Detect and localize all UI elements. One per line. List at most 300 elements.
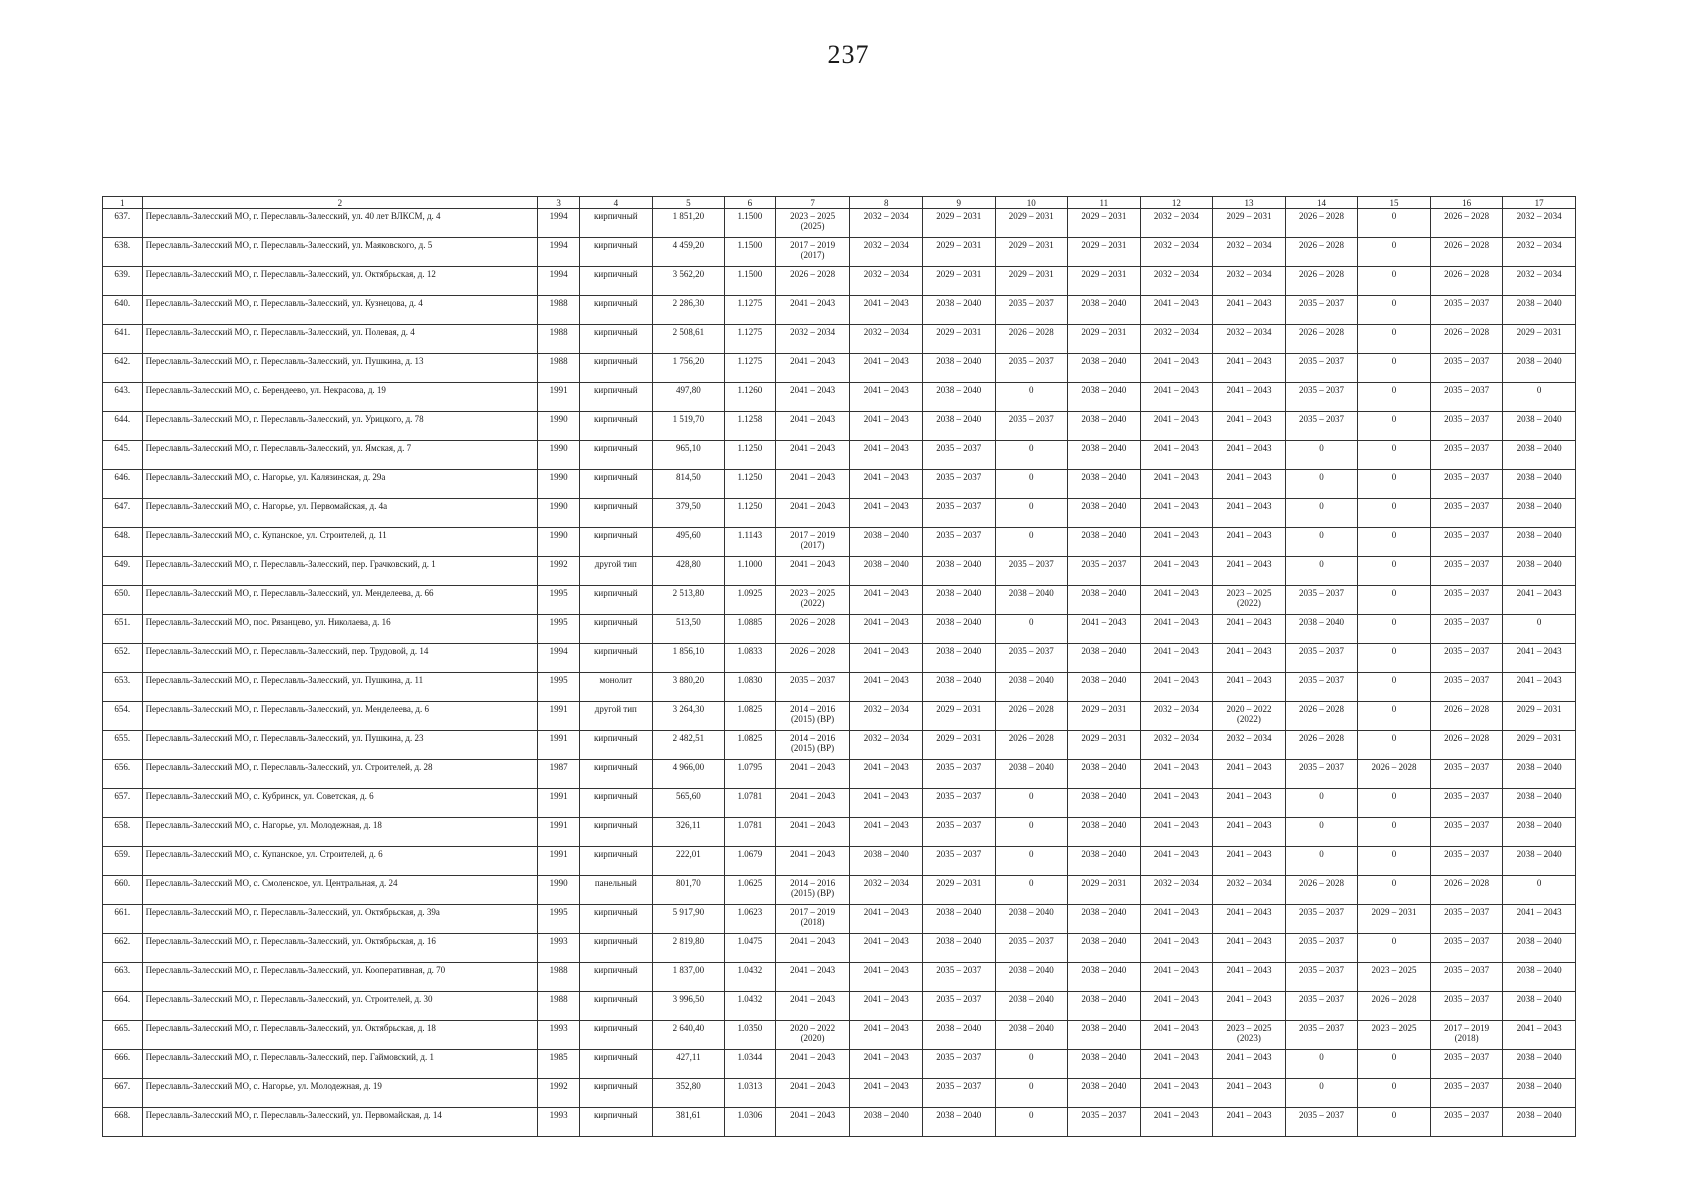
period-col-9-cell: 2035 – 2037 bbox=[922, 470, 995, 499]
period-col-7-cell: 2041 – 2043 bbox=[775, 1108, 850, 1137]
period-col-11-cell: 2041 – 2043 bbox=[1068, 615, 1141, 644]
area-cell: 497,80 bbox=[652, 383, 725, 412]
period-col-12-cell: 2041 – 2043 bbox=[1140, 1079, 1213, 1108]
period-col-8-cell: 2041 – 2043 bbox=[850, 354, 923, 383]
period-col-11-cell: 2038 – 2040 bbox=[1068, 296, 1141, 325]
period-col-15-cell: 0 bbox=[1358, 499, 1431, 528]
period-col-10-cell: 2038 – 2040 bbox=[995, 760, 1068, 789]
period-col-13-cell: 2041 – 2043 bbox=[1213, 528, 1286, 557]
period-col-7-cell: 2032 – 2034 bbox=[775, 325, 850, 354]
period-col-17-cell: 2041 – 2043 bbox=[1503, 586, 1576, 615]
column-number-cell: 11 bbox=[1068, 197, 1141, 209]
period-col-9-cell: 2035 – 2037 bbox=[922, 1050, 995, 1079]
period-col-17-cell: 2038 – 2040 bbox=[1503, 847, 1576, 876]
period-col-16-cell: 2035 – 2037 bbox=[1430, 963, 1503, 992]
period-col-12-cell: 2032 – 2034 bbox=[1140, 267, 1213, 296]
period-col-14-cell: 2026 – 2028 bbox=[1285, 876, 1358, 905]
period-col-16-cell: 2026 – 2028 bbox=[1430, 731, 1503, 760]
housing-register-table bbox=[102, 196, 1576, 1137]
wall-material-cell: кирпичный bbox=[580, 1079, 653, 1108]
period-col-10-cell: 2035 – 2037 bbox=[995, 557, 1068, 586]
period-col-13-cell: 2041 – 2043 bbox=[1213, 1050, 1286, 1079]
wall-material-cell: кирпичный bbox=[580, 528, 653, 557]
period-col-16-cell: 2026 – 2028 bbox=[1430, 325, 1503, 354]
coefficient-cell: 1.1500 bbox=[725, 238, 776, 267]
table-row bbox=[103, 1079, 1576, 1108]
period-col-10-cell: 0 bbox=[995, 441, 1068, 470]
period-col-16-cell: 2035 – 2037 bbox=[1430, 499, 1503, 528]
year-built-cell: 1988 bbox=[538, 325, 580, 354]
period-col-17-cell: 2041 – 2043 bbox=[1503, 905, 1576, 934]
period-col-14-cell: 2035 – 2037 bbox=[1285, 1108, 1358, 1137]
year-built-cell: 1988 bbox=[538, 992, 580, 1021]
coefficient-cell: 1.0885 bbox=[725, 615, 776, 644]
address-cell: Переславль-Залесский МО, г. Переславль-Залесский, пер. Грачковский, д. 1 bbox=[142, 557, 538, 586]
period-col-14-cell: 2026 – 2028 bbox=[1285, 267, 1358, 296]
period-col-11-cell: 2038 – 2040 bbox=[1068, 383, 1141, 412]
column-number-cell: 12 bbox=[1140, 197, 1213, 209]
period-col-11-cell: 2038 – 2040 bbox=[1068, 354, 1141, 383]
year-built-cell: 1987 bbox=[538, 760, 580, 789]
period-col-17-cell: 2038 – 2040 bbox=[1503, 963, 1576, 992]
period-col-16-cell: 2026 – 2028 bbox=[1430, 209, 1503, 238]
period-col-12-cell: 2041 – 2043 bbox=[1140, 789, 1213, 818]
address-cell: Переславль-Залесский МО, пос. Рязанцево, ул. Николаева, д. 16 bbox=[142, 615, 538, 644]
row-number-cell: 653. bbox=[103, 673, 143, 702]
period-col-10-cell: 2029 – 2031 bbox=[995, 209, 1068, 238]
row-number-cell: 668. bbox=[103, 1108, 143, 1137]
year-built-cell: 1988 bbox=[538, 354, 580, 383]
period-col-10-cell: 0 bbox=[995, 1050, 1068, 1079]
address-cell: Переславль-Залесский МО, г. Переславль-Залесский, ул. Октябрьская, д. 12 bbox=[142, 267, 538, 296]
area-cell: 814,50 bbox=[652, 470, 725, 499]
period-col-17-cell: 2038 – 2040 bbox=[1503, 1108, 1576, 1137]
period-col-12-cell: 2041 – 2043 bbox=[1140, 673, 1213, 702]
year-built-cell: 1991 bbox=[538, 702, 580, 731]
period-col-13-cell: 2041 – 2043 bbox=[1213, 818, 1286, 847]
period-col-15-cell: 0 bbox=[1358, 702, 1431, 731]
area-cell: 4 459,20 bbox=[652, 238, 725, 267]
period-col-14-cell: 2035 – 2037 bbox=[1285, 963, 1358, 992]
period-col-10-cell: 2029 – 2031 bbox=[995, 238, 1068, 267]
period-col-11-cell: 2029 – 2031 bbox=[1068, 209, 1141, 238]
period-col-7-cell: 2041 – 2043 bbox=[775, 296, 850, 325]
period-col-7-cell: 2041 – 2043 bbox=[775, 354, 850, 383]
period-col-7-cell: 2035 – 2037 bbox=[775, 673, 850, 702]
year-built-cell: 1990 bbox=[538, 470, 580, 499]
period-col-13-cell: 2041 – 2043 bbox=[1213, 934, 1286, 963]
year-built-cell: 1992 bbox=[538, 557, 580, 586]
period-col-8-cell: 2038 – 2040 bbox=[850, 528, 923, 557]
period-col-7-cell: 2023 – 2025 (2025) bbox=[775, 209, 850, 238]
period-col-11-cell: 2038 – 2040 bbox=[1068, 644, 1141, 673]
column-number-cell: 10 bbox=[995, 197, 1068, 209]
period-col-7-cell: 2017 – 2019 (2017) bbox=[775, 528, 850, 557]
period-col-12-cell: 2041 – 2043 bbox=[1140, 441, 1213, 470]
year-built-cell: 1994 bbox=[538, 238, 580, 267]
table-row bbox=[103, 644, 1576, 673]
row-number-cell: 665. bbox=[103, 1021, 143, 1050]
period-col-13-cell: 2041 – 2043 bbox=[1213, 673, 1286, 702]
period-col-11-cell: 2029 – 2031 bbox=[1068, 267, 1141, 296]
period-col-7-cell: 2041 – 2043 bbox=[775, 934, 850, 963]
period-col-8-cell: 2032 – 2034 bbox=[850, 238, 923, 267]
year-built-cell: 1995 bbox=[538, 673, 580, 702]
address-cell: Переславль-Залесский МО, с. Нагорье, ул. Первомайская, д. 4а bbox=[142, 499, 538, 528]
column-number-cell: 8 bbox=[850, 197, 923, 209]
period-col-7-cell: 2041 – 2043 bbox=[775, 789, 850, 818]
period-col-17-cell: 2038 – 2040 bbox=[1503, 499, 1576, 528]
period-col-9-cell: 2038 – 2040 bbox=[922, 383, 995, 412]
table-row bbox=[103, 702, 1576, 731]
coefficient-cell: 1.0781 bbox=[725, 818, 776, 847]
period-col-15-cell: 0 bbox=[1358, 876, 1431, 905]
period-col-7-cell: 2041 – 2043 bbox=[775, 1079, 850, 1108]
period-col-10-cell: 2038 – 2040 bbox=[995, 992, 1068, 1021]
wall-material-cell: кирпичный bbox=[580, 238, 653, 267]
address-cell: Переславль-Залесский МО, с. Нагорье, ул. Молодежная, д. 19 bbox=[142, 1079, 538, 1108]
period-col-8-cell: 2041 – 2043 bbox=[850, 644, 923, 673]
address-cell: Переславль-Залесский МО, г. Переславль-Залесский, ул. Первомайская, д. 14 bbox=[142, 1108, 538, 1137]
period-col-10-cell: 0 bbox=[995, 499, 1068, 528]
period-col-12-cell: 2041 – 2043 bbox=[1140, 847, 1213, 876]
period-col-8-cell: 2041 – 2043 bbox=[850, 615, 923, 644]
period-col-10-cell: 0 bbox=[995, 818, 1068, 847]
row-number-cell: 663. bbox=[103, 963, 143, 992]
column-number-cell: 13 bbox=[1213, 197, 1286, 209]
wall-material-cell: другой тип bbox=[580, 557, 653, 586]
period-col-12-cell: 2032 – 2034 bbox=[1140, 702, 1213, 731]
period-col-12-cell: 2041 – 2043 bbox=[1140, 296, 1213, 325]
period-col-11-cell: 2038 – 2040 bbox=[1068, 441, 1141, 470]
period-col-16-cell: 2035 – 2037 bbox=[1430, 354, 1503, 383]
period-col-10-cell: 2038 – 2040 bbox=[995, 586, 1068, 615]
period-col-15-cell: 0 bbox=[1358, 847, 1431, 876]
period-col-13-cell: 2041 – 2043 bbox=[1213, 499, 1286, 528]
coefficient-cell: 1.1500 bbox=[725, 209, 776, 238]
table-row bbox=[103, 992, 1576, 1021]
area-cell: 3 996,50 bbox=[652, 992, 725, 1021]
period-col-12-cell: 2041 – 2043 bbox=[1140, 470, 1213, 499]
year-built-cell: 1992 bbox=[538, 1079, 580, 1108]
period-col-16-cell: 2026 – 2028 bbox=[1430, 238, 1503, 267]
period-col-14-cell: 2035 – 2037 bbox=[1285, 992, 1358, 1021]
column-number-cell: 5 bbox=[652, 197, 725, 209]
row-number-cell: 658. bbox=[103, 818, 143, 847]
period-col-11-cell: 2035 – 2037 bbox=[1068, 557, 1141, 586]
period-col-16-cell: 2035 – 2037 bbox=[1430, 470, 1503, 499]
period-col-10-cell: 2026 – 2028 bbox=[995, 325, 1068, 354]
area-cell: 2 482,51 bbox=[652, 731, 725, 760]
period-col-9-cell: 2029 – 2031 bbox=[922, 238, 995, 267]
period-col-15-cell: 0 bbox=[1358, 441, 1431, 470]
period-col-8-cell: 2041 – 2043 bbox=[850, 470, 923, 499]
period-col-13-cell: 2041 – 2043 bbox=[1213, 296, 1286, 325]
area-cell: 1 519,70 bbox=[652, 412, 725, 441]
wall-material-cell: кирпичный bbox=[580, 847, 653, 876]
period-col-13-cell: 2041 – 2043 bbox=[1213, 992, 1286, 1021]
period-col-14-cell: 2035 – 2037 bbox=[1285, 296, 1358, 325]
address-cell: Переславль-Залесский МО, г. Переславль-Залесский, ул. Октябрьская, д. 16 bbox=[142, 934, 538, 963]
period-col-9-cell: 2038 – 2040 bbox=[922, 934, 995, 963]
period-col-13-cell: 2041 – 2043 bbox=[1213, 1108, 1286, 1137]
period-col-11-cell: 2038 – 2040 bbox=[1068, 1021, 1141, 1050]
row-number-cell: 649. bbox=[103, 557, 143, 586]
wall-material-cell: кирпичный bbox=[580, 1050, 653, 1079]
period-col-15-cell: 0 bbox=[1358, 383, 1431, 412]
column-number-cell: 6 bbox=[725, 197, 776, 209]
period-col-16-cell: 2026 – 2028 bbox=[1430, 267, 1503, 296]
period-col-11-cell: 2038 – 2040 bbox=[1068, 760, 1141, 789]
period-col-16-cell: 2035 – 2037 bbox=[1430, 905, 1503, 934]
period-col-15-cell: 0 bbox=[1358, 934, 1431, 963]
period-col-13-cell: 2020 – 2022 (2022) bbox=[1213, 702, 1286, 731]
period-col-11-cell: 2038 – 2040 bbox=[1068, 412, 1141, 441]
year-built-cell: 1991 bbox=[538, 847, 580, 876]
address-cell: Переславль-Залесский МО, г. Переславль-Залесский, ул. Октябрьская, д. 18 bbox=[142, 1021, 538, 1050]
row-number-cell: 656. bbox=[103, 760, 143, 789]
period-col-17-cell: 2038 – 2040 bbox=[1503, 760, 1576, 789]
period-col-7-cell: 2026 – 2028 bbox=[775, 615, 850, 644]
coefficient-cell: 1.1275 bbox=[725, 296, 776, 325]
period-col-12-cell: 2032 – 2034 bbox=[1140, 238, 1213, 267]
period-col-11-cell: 2029 – 2031 bbox=[1068, 238, 1141, 267]
table-row bbox=[103, 789, 1576, 818]
period-col-11-cell: 2038 – 2040 bbox=[1068, 470, 1141, 499]
address-cell: Переславль-Залесский МО, с. Нагорье, ул. Молодежная, д. 18 bbox=[142, 818, 538, 847]
wall-material-cell: кирпичный bbox=[580, 209, 653, 238]
period-col-14-cell: 2026 – 2028 bbox=[1285, 238, 1358, 267]
coefficient-cell: 1.0625 bbox=[725, 876, 776, 905]
period-col-12-cell: 2032 – 2034 bbox=[1140, 325, 1213, 354]
period-col-9-cell: 2035 – 2037 bbox=[922, 818, 995, 847]
period-col-10-cell: 2029 – 2031 bbox=[995, 267, 1068, 296]
period-col-9-cell: 2035 – 2037 bbox=[922, 963, 995, 992]
table-row bbox=[103, 470, 1576, 499]
address-cell: Переславль-Залесский МО, с. Смоленское, ул. Центральная, д. 24 bbox=[142, 876, 538, 905]
year-built-cell: 1994 bbox=[538, 209, 580, 238]
period-col-14-cell: 2026 – 2028 bbox=[1285, 325, 1358, 354]
period-col-17-cell: 2038 – 2040 bbox=[1503, 296, 1576, 325]
period-col-9-cell: 2029 – 2031 bbox=[922, 876, 995, 905]
period-col-16-cell: 2026 – 2028 bbox=[1430, 876, 1503, 905]
period-col-15-cell: 0 bbox=[1358, 615, 1431, 644]
period-col-13-cell: 2032 – 2034 bbox=[1213, 876, 1286, 905]
period-col-10-cell: 0 bbox=[995, 528, 1068, 557]
row-number-cell: 638. bbox=[103, 238, 143, 267]
address-cell: Переславль-Залесский МО, г. Переславль-Залесский, ул. Менделеева, д. 66 bbox=[142, 586, 538, 615]
wall-material-cell: кирпичный bbox=[580, 789, 653, 818]
table-row bbox=[103, 1050, 1576, 1079]
period-col-14-cell: 2035 – 2037 bbox=[1285, 354, 1358, 383]
period-col-9-cell: 2035 – 2037 bbox=[922, 992, 995, 1021]
period-col-14-cell: 2026 – 2028 bbox=[1285, 702, 1358, 731]
period-col-7-cell: 2041 – 2043 bbox=[775, 992, 850, 1021]
column-number-cell: 4 bbox=[580, 197, 653, 209]
period-col-9-cell: 2035 – 2037 bbox=[922, 441, 995, 470]
period-col-9-cell: 2035 – 2037 bbox=[922, 847, 995, 876]
coefficient-cell: 1.1500 bbox=[725, 267, 776, 296]
period-col-15-cell: 2023 – 2025 bbox=[1358, 963, 1431, 992]
period-col-14-cell: 0 bbox=[1285, 557, 1358, 586]
period-col-17-cell: 2038 – 2040 bbox=[1503, 1050, 1576, 1079]
period-col-9-cell: 2038 – 2040 bbox=[922, 615, 995, 644]
row-number-cell: 641. bbox=[103, 325, 143, 354]
period-col-12-cell: 2041 – 2043 bbox=[1140, 905, 1213, 934]
period-col-10-cell: 0 bbox=[995, 470, 1068, 499]
period-col-12-cell: 2041 – 2043 bbox=[1140, 499, 1213, 528]
table-row bbox=[103, 731, 1576, 760]
wall-material-cell: кирпичный bbox=[580, 818, 653, 847]
period-col-10-cell: 0 bbox=[995, 847, 1068, 876]
address-cell: Переславль-Залесский МО, г. Переславль-Залесский, ул. Маяковского, д. 5 bbox=[142, 238, 538, 267]
period-col-13-cell: 2032 – 2034 bbox=[1213, 238, 1286, 267]
period-col-10-cell: 2035 – 2037 bbox=[995, 296, 1068, 325]
year-built-cell: 1991 bbox=[538, 818, 580, 847]
period-col-8-cell: 2041 – 2043 bbox=[850, 383, 923, 412]
period-col-15-cell: 0 bbox=[1358, 528, 1431, 557]
wall-material-cell: кирпичный bbox=[580, 383, 653, 412]
period-col-9-cell: 2029 – 2031 bbox=[922, 325, 995, 354]
column-number-cell: 7 bbox=[775, 197, 850, 209]
coefficient-cell: 1.1260 bbox=[725, 383, 776, 412]
wall-material-cell: кирпичный bbox=[580, 354, 653, 383]
period-col-11-cell: 2038 – 2040 bbox=[1068, 789, 1141, 818]
period-col-8-cell: 2041 – 2043 bbox=[850, 760, 923, 789]
period-col-16-cell: 2035 – 2037 bbox=[1430, 528, 1503, 557]
coefficient-cell: 1.1000 bbox=[725, 557, 776, 586]
address-cell: Переславль-Залесский МО, г. Переславль-Залесский, пер. Трудовой, д. 14 bbox=[142, 644, 538, 673]
wall-material-cell: кирпичный bbox=[580, 905, 653, 934]
period-col-9-cell: 2035 – 2037 bbox=[922, 499, 995, 528]
period-col-7-cell: 2014 – 2016 (2015) (ВР) bbox=[775, 876, 850, 905]
period-col-8-cell: 2032 – 2034 bbox=[850, 702, 923, 731]
address-cell: Переславль-Залесский МО, г. Переславль-Залесский, ул. Пушкина, д. 13 bbox=[142, 354, 538, 383]
wall-material-cell: кирпичный bbox=[580, 1108, 653, 1137]
period-col-7-cell: 2041 – 2043 bbox=[775, 818, 850, 847]
period-col-7-cell: 2026 – 2028 bbox=[775, 267, 850, 296]
period-col-14-cell: 2035 – 2037 bbox=[1285, 673, 1358, 702]
address-cell: Переславль-Залесский МО, г. Переславль-Залесский, ул. Ямская, д. 7 bbox=[142, 441, 538, 470]
period-col-10-cell: 0 bbox=[995, 615, 1068, 644]
year-built-cell: 1991 bbox=[538, 383, 580, 412]
period-col-13-cell: 2032 – 2034 bbox=[1213, 267, 1286, 296]
wall-material-cell: панельный bbox=[580, 876, 653, 905]
period-col-9-cell: 2038 – 2040 bbox=[922, 1021, 995, 1050]
period-col-11-cell: 2038 – 2040 bbox=[1068, 1050, 1141, 1079]
period-col-8-cell: 2041 – 2043 bbox=[850, 789, 923, 818]
address-cell: Переславль-Залесский МО, г. Переславль-Залесский, ул. Октябрьская, д. 39а bbox=[142, 905, 538, 934]
address-cell: Переславль-Залесский МО, с. Купанское, ул. Строителей, д. 11 bbox=[142, 528, 538, 557]
period-col-9-cell: 2029 – 2031 bbox=[922, 702, 995, 731]
period-col-12-cell: 2041 – 2043 bbox=[1140, 557, 1213, 586]
period-col-13-cell: 2041 – 2043 bbox=[1213, 354, 1286, 383]
period-col-7-cell: 2023 – 2025 (2022) bbox=[775, 586, 850, 615]
column-number-cell: 15 bbox=[1358, 197, 1431, 209]
area-cell: 3 562,20 bbox=[652, 267, 725, 296]
period-col-14-cell: 2035 – 2037 bbox=[1285, 905, 1358, 934]
period-col-17-cell: 2032 – 2034 bbox=[1503, 209, 1576, 238]
period-col-13-cell: 2041 – 2043 bbox=[1213, 557, 1286, 586]
period-col-17-cell: 2038 – 2040 bbox=[1503, 470, 1576, 499]
period-col-8-cell: 2041 – 2043 bbox=[850, 992, 923, 1021]
coefficient-cell: 1.0830 bbox=[725, 673, 776, 702]
period-col-9-cell: 2035 – 2037 bbox=[922, 1079, 995, 1108]
period-col-17-cell: 2038 – 2040 bbox=[1503, 934, 1576, 963]
period-col-8-cell: 2041 – 2043 bbox=[850, 296, 923, 325]
period-col-15-cell: 0 bbox=[1358, 1050, 1431, 1079]
period-col-13-cell: 2041 – 2043 bbox=[1213, 847, 1286, 876]
area-cell: 4 966,00 bbox=[652, 760, 725, 789]
area-cell: 352,80 bbox=[652, 1079, 725, 1108]
period-col-15-cell: 0 bbox=[1358, 470, 1431, 499]
year-built-cell: 1993 bbox=[538, 934, 580, 963]
wall-material-cell: кирпичный bbox=[580, 412, 653, 441]
year-built-cell: 1990 bbox=[538, 528, 580, 557]
address-cell: Переславль-Залесский МО, г. Переславль-Залесский, пер. Гаймовский, д. 1 bbox=[142, 1050, 538, 1079]
period-col-13-cell: 2041 – 2043 bbox=[1213, 963, 1286, 992]
period-col-8-cell: 2041 – 2043 bbox=[850, 499, 923, 528]
period-col-13-cell: 2041 – 2043 bbox=[1213, 615, 1286, 644]
table-row bbox=[103, 325, 1576, 354]
wall-material-cell: другой тип bbox=[580, 702, 653, 731]
period-col-14-cell: 0 bbox=[1285, 528, 1358, 557]
period-col-8-cell: 2041 – 2043 bbox=[850, 1021, 923, 1050]
area-cell: 2 513,80 bbox=[652, 586, 725, 615]
area-cell: 3 264,30 bbox=[652, 702, 725, 731]
period-col-8-cell: 2041 – 2043 bbox=[850, 673, 923, 702]
period-col-7-cell: 2014 – 2016 (2015) (ВР) bbox=[775, 731, 850, 760]
address-cell: Переславль-Залесский МО, г. Переславль-Залесский, ул. Кузнецова, д. 4 bbox=[142, 296, 538, 325]
period-col-11-cell: 2038 – 2040 bbox=[1068, 905, 1141, 934]
period-col-16-cell: 2035 – 2037 bbox=[1430, 673, 1503, 702]
column-number-cell: 9 bbox=[922, 197, 995, 209]
period-col-10-cell: 0 bbox=[995, 1108, 1068, 1137]
area-cell: 379,50 bbox=[652, 499, 725, 528]
row-number-cell: 661. bbox=[103, 905, 143, 934]
period-col-15-cell: 0 bbox=[1358, 818, 1431, 847]
year-built-cell: 1990 bbox=[538, 499, 580, 528]
year-built-cell: 1988 bbox=[538, 963, 580, 992]
period-col-14-cell: 2035 – 2037 bbox=[1285, 934, 1358, 963]
period-col-14-cell: 2038 – 2040 bbox=[1285, 615, 1358, 644]
period-col-12-cell: 2041 – 2043 bbox=[1140, 1050, 1213, 1079]
table-row bbox=[103, 905, 1576, 934]
area-cell: 427,11 bbox=[652, 1050, 725, 1079]
table-row bbox=[103, 847, 1576, 876]
area-cell: 326,11 bbox=[652, 818, 725, 847]
period-col-17-cell: 2038 – 2040 bbox=[1503, 441, 1576, 470]
period-col-12-cell: 2041 – 2043 bbox=[1140, 963, 1213, 992]
coefficient-cell: 1.1275 bbox=[725, 325, 776, 354]
area-cell: 1 851,20 bbox=[652, 209, 725, 238]
column-number-cell: 16 bbox=[1430, 197, 1503, 209]
period-col-7-cell: 2041 – 2043 bbox=[775, 470, 850, 499]
period-col-7-cell: 2017 – 2019 (2018) bbox=[775, 905, 850, 934]
period-col-15-cell: 2023 – 2025 bbox=[1358, 1021, 1431, 1050]
period-col-11-cell: 2038 – 2040 bbox=[1068, 499, 1141, 528]
period-col-12-cell: 2032 – 2034 bbox=[1140, 731, 1213, 760]
period-col-12-cell: 2041 – 2043 bbox=[1140, 992, 1213, 1021]
period-col-11-cell: 2038 – 2040 bbox=[1068, 963, 1141, 992]
period-col-14-cell: 0 bbox=[1285, 470, 1358, 499]
table-row bbox=[103, 1108, 1576, 1137]
coefficient-cell: 1.0306 bbox=[725, 1108, 776, 1137]
period-col-13-cell: 2032 – 2034 bbox=[1213, 731, 1286, 760]
wall-material-cell: кирпичный bbox=[580, 615, 653, 644]
period-col-14-cell: 0 bbox=[1285, 499, 1358, 528]
period-col-17-cell: 2038 – 2040 bbox=[1503, 818, 1576, 847]
